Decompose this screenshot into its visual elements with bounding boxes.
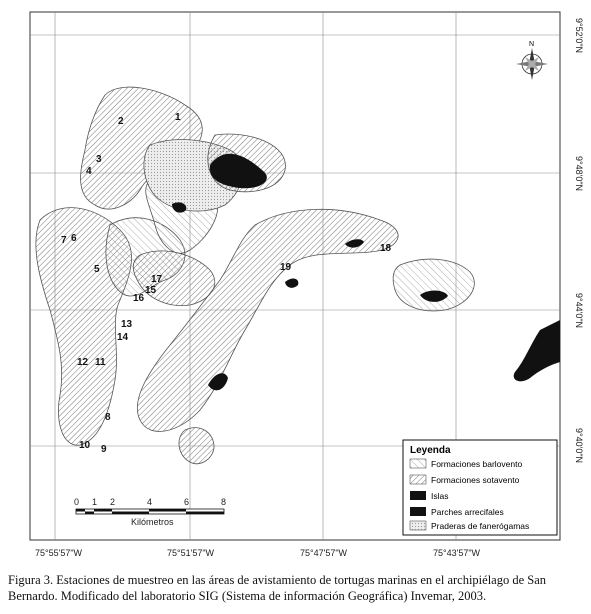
longitude-labels xyxy=(35,548,481,558)
figure-caption: Figura 3. Estaciones de muestreo en las áreas de avistamiento de tortugas marinas en el archipiélago de San Bernardo. Modificado del laboratorio SIG (Sistema de información Geográfica) Invemar, 2003. xyxy=(8,573,547,603)
longitude-label: 75°43'57"W xyxy=(433,548,481,558)
latitude-labels xyxy=(574,18,584,463)
scale-tick: 1 xyxy=(92,497,98,507)
station-label: 19 xyxy=(280,262,292,273)
station-label: 12 xyxy=(77,357,89,368)
longitude-label: 75°47'57"W xyxy=(300,548,348,558)
scale-tick: 0 xyxy=(74,497,80,507)
scale-tick: 4 xyxy=(147,497,153,507)
legend-label: Praderas de fanerógamas xyxy=(431,521,530,531)
scale-tick: 2 xyxy=(110,497,116,507)
latitude-label: 9°40'0"N xyxy=(574,428,584,464)
latitude-label: 9°48'0"N xyxy=(574,156,584,192)
latitude-label: 9°44'0"N xyxy=(574,293,584,329)
station-label: 5 xyxy=(94,264,100,275)
legend-swatch xyxy=(410,521,426,530)
scale-unit: Kilómetros xyxy=(131,517,174,527)
station-label: 15 xyxy=(145,285,157,296)
legend-title: Leyenda xyxy=(410,445,451,456)
scale-tick: 8 xyxy=(221,497,227,507)
station-label: 14 xyxy=(117,332,129,343)
station-label: 16 xyxy=(133,293,145,304)
legend-swatch xyxy=(410,475,426,484)
longitude-label: 75°55'57"W xyxy=(35,548,83,558)
station-label: 9 xyxy=(101,444,107,455)
legend-swatch xyxy=(410,459,426,468)
station-label: 11 xyxy=(95,357,106,368)
latitude-label: 9°52'0"N xyxy=(574,18,584,54)
legend-swatch xyxy=(410,491,426,500)
legend-label: Parches arrecifales xyxy=(431,507,504,517)
station-label: 17 xyxy=(151,274,163,285)
legend xyxy=(403,440,557,535)
scale-tick: 6 xyxy=(184,497,190,507)
legend-label: Islas xyxy=(431,491,449,501)
station-label: 18 xyxy=(380,243,392,254)
legend-label: Formaciones barlovento xyxy=(431,459,523,469)
station-label: 13 xyxy=(121,319,133,330)
station-label: 3 xyxy=(96,154,102,165)
legend-swatch xyxy=(410,507,426,516)
station-label: 7 xyxy=(61,235,67,246)
station-label: 6 xyxy=(71,233,77,244)
station-label: 8 xyxy=(105,412,111,423)
longitude-label: 75°51'57"W xyxy=(167,548,215,558)
station-label: 4 xyxy=(86,166,92,177)
svg-text:N: N xyxy=(529,41,535,48)
legend-label: Formaciones sotavento xyxy=(431,475,520,485)
station-label: 1 xyxy=(175,112,181,123)
station-label: 2 xyxy=(118,116,124,127)
station-label: 10 xyxy=(79,440,91,451)
